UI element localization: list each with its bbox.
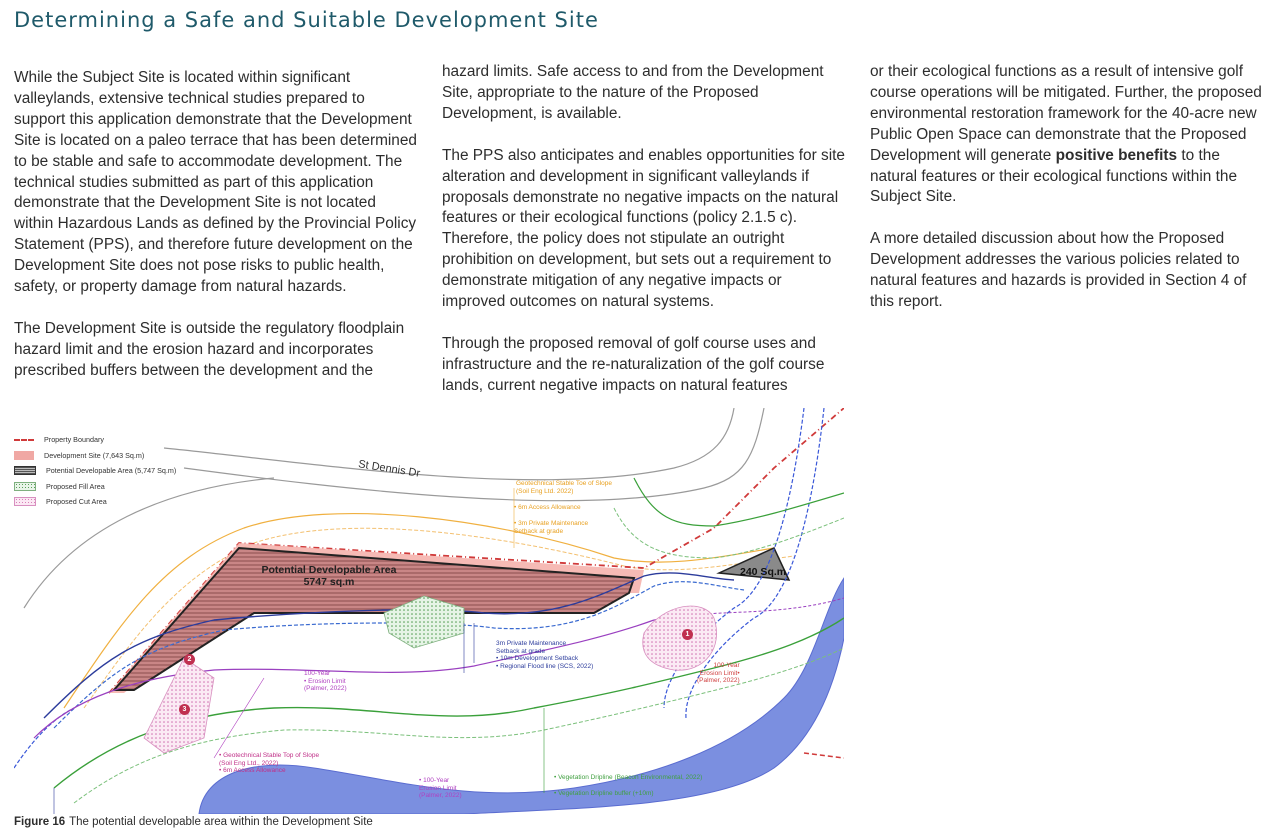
- vegetation-buffer-label: • Vegetation Dripline buffer (+10m): [554, 790, 654, 797]
- geotechnical-bottom-label: • Geotechnical Stable Top of Slope (Soil Eng Ltd., 2022) • 6m Access Allowance: [219, 752, 320, 774]
- boundary-swatch: [14, 439, 34, 441]
- legend-item: Development Site (7,643 Sq.m): [14, 448, 274, 464]
- paragraph: Through the proposed removal of golf course uses and infrastructure and the re-naturalization of the golf course lands, current negative impacts on natural features: [442, 334, 825, 394]
- bold-phrase: positive benefits: [1055, 146, 1178, 164]
- legend-item: Property Boundary: [14, 432, 274, 448]
- cut-area-swatch: [14, 497, 36, 506]
- marker-1: 1: [682, 629, 693, 640]
- legend-item: Proposed Fill Area: [14, 479, 274, 495]
- development-site-swatch: [14, 451, 34, 460]
- paragraph: hazard limits. Safe access to and from the Development Site, appropriate to the nature of the Proposed Development, is available.: [442, 63, 824, 122]
- paragraph: While the Subject Site is located within significant valleylands, extensive technical studies prepared to support this application demonstrate that the Development Site is located on a paleo terrace that has been determined to be stable and safe to accommodate development. The technical studies submitted as part of this application demonstrate that the Development Site is not located within Hazardous Lands as defined by the Provincial Policy Statement (PPS), and therefore future development on the Development Site does not pose risks to public health, safety, or property damage from natural hazards.: [14, 69, 417, 296]
- text-column-3: [870, 62, 1270, 334]
- paragraph: The PPS also anticipates and enables opportunities for site alteration and development in significant valleylands if proposals demonstrate no negative impacts on the natural features or their ecological functions (policy 2.1.5 c). Therefore, the policy does not stipulate an outright prohibition on development, but sets out a requirement to demonstrate mitigation of any negative impacts or improved outcomes on natural systems.: [442, 146, 845, 311]
- erosion-limit-label-left: 100-Year • Erosion Limit (Palmer, 2022): [304, 670, 347, 692]
- property-boundary: [804, 753, 844, 758]
- page-title: Determining a Safe and Suitable Development Site: [14, 8, 599, 32]
- street-label: St Dennis Dr: [357, 458, 421, 480]
- vegetation-dripline-label: • Vegetation Dripline (Beacon Environmental, 2022): [554, 774, 703, 781]
- developable-area-swatch: [14, 466, 36, 475]
- paragraph: or their ecological functions as a result of intensive golf course operations will be mitigated. Further, the proposed environmental restoration framework for the 40-acre new Public Open Space can demonstrate that the Proposed Development will generate positive benefits to the natural features or their ecological functions within the Subject Site.: [870, 63, 1262, 206]
- marker-2: 2: [184, 654, 195, 665]
- pda-label: Potential Developable Area 5747 sq.m: [261, 564, 397, 588]
- text-column-2: [442, 62, 847, 418]
- erosion-limit-label-bottom: • 100-Year Erosion Limit (Palmer, 2022): [419, 777, 462, 799]
- vegetation-buffer: [614, 508, 844, 558]
- legend-item: Proposed Cut Area: [14, 494, 274, 510]
- area-240-label: 240 Sq.m: [740, 566, 787, 578]
- erosion-limit-label-right: 100-Year Erosion Limit• (Palmer, 2022): [697, 662, 740, 684]
- fill-area-swatch: [14, 482, 36, 491]
- private-maintenance-label: • 3m Private Maintenance Setback at grade: [514, 520, 589, 535]
- text-column-1: [14, 68, 419, 403]
- paragraph: The Development Site is outside the regulatory floodplain hazard limit and the erosion hazard and incorporates prescribed buffers between the development and the: [14, 319, 405, 379]
- map-legend: [14, 432, 274, 510]
- geotechnical-top-label: Geotechnical Stable Toe of Slope (Soil Eng Ltd. 2022): [516, 480, 613, 495]
- figure-caption: Figure 16 The potential developable area within the Development Site: [14, 816, 373, 828]
- legend-item: Potential Developable Area (5,747 Sq.m): [14, 463, 274, 479]
- marker-3: 3: [179, 704, 190, 715]
- proposed-cut-area: [643, 606, 717, 670]
- paragraph: A more detailed discussion about how the Proposed Development addresses the various policies related to natural features and hazards is provided in Section 4 of this report.: [870, 230, 1247, 311]
- access-allowance-label: • 6m Access Allowance: [514, 504, 581, 511]
- setback-floodline-label: 3m Private Maintenance Setback at grade • 10m Development Setback • Regional Flood line (SCS, 2022): [496, 640, 594, 670]
